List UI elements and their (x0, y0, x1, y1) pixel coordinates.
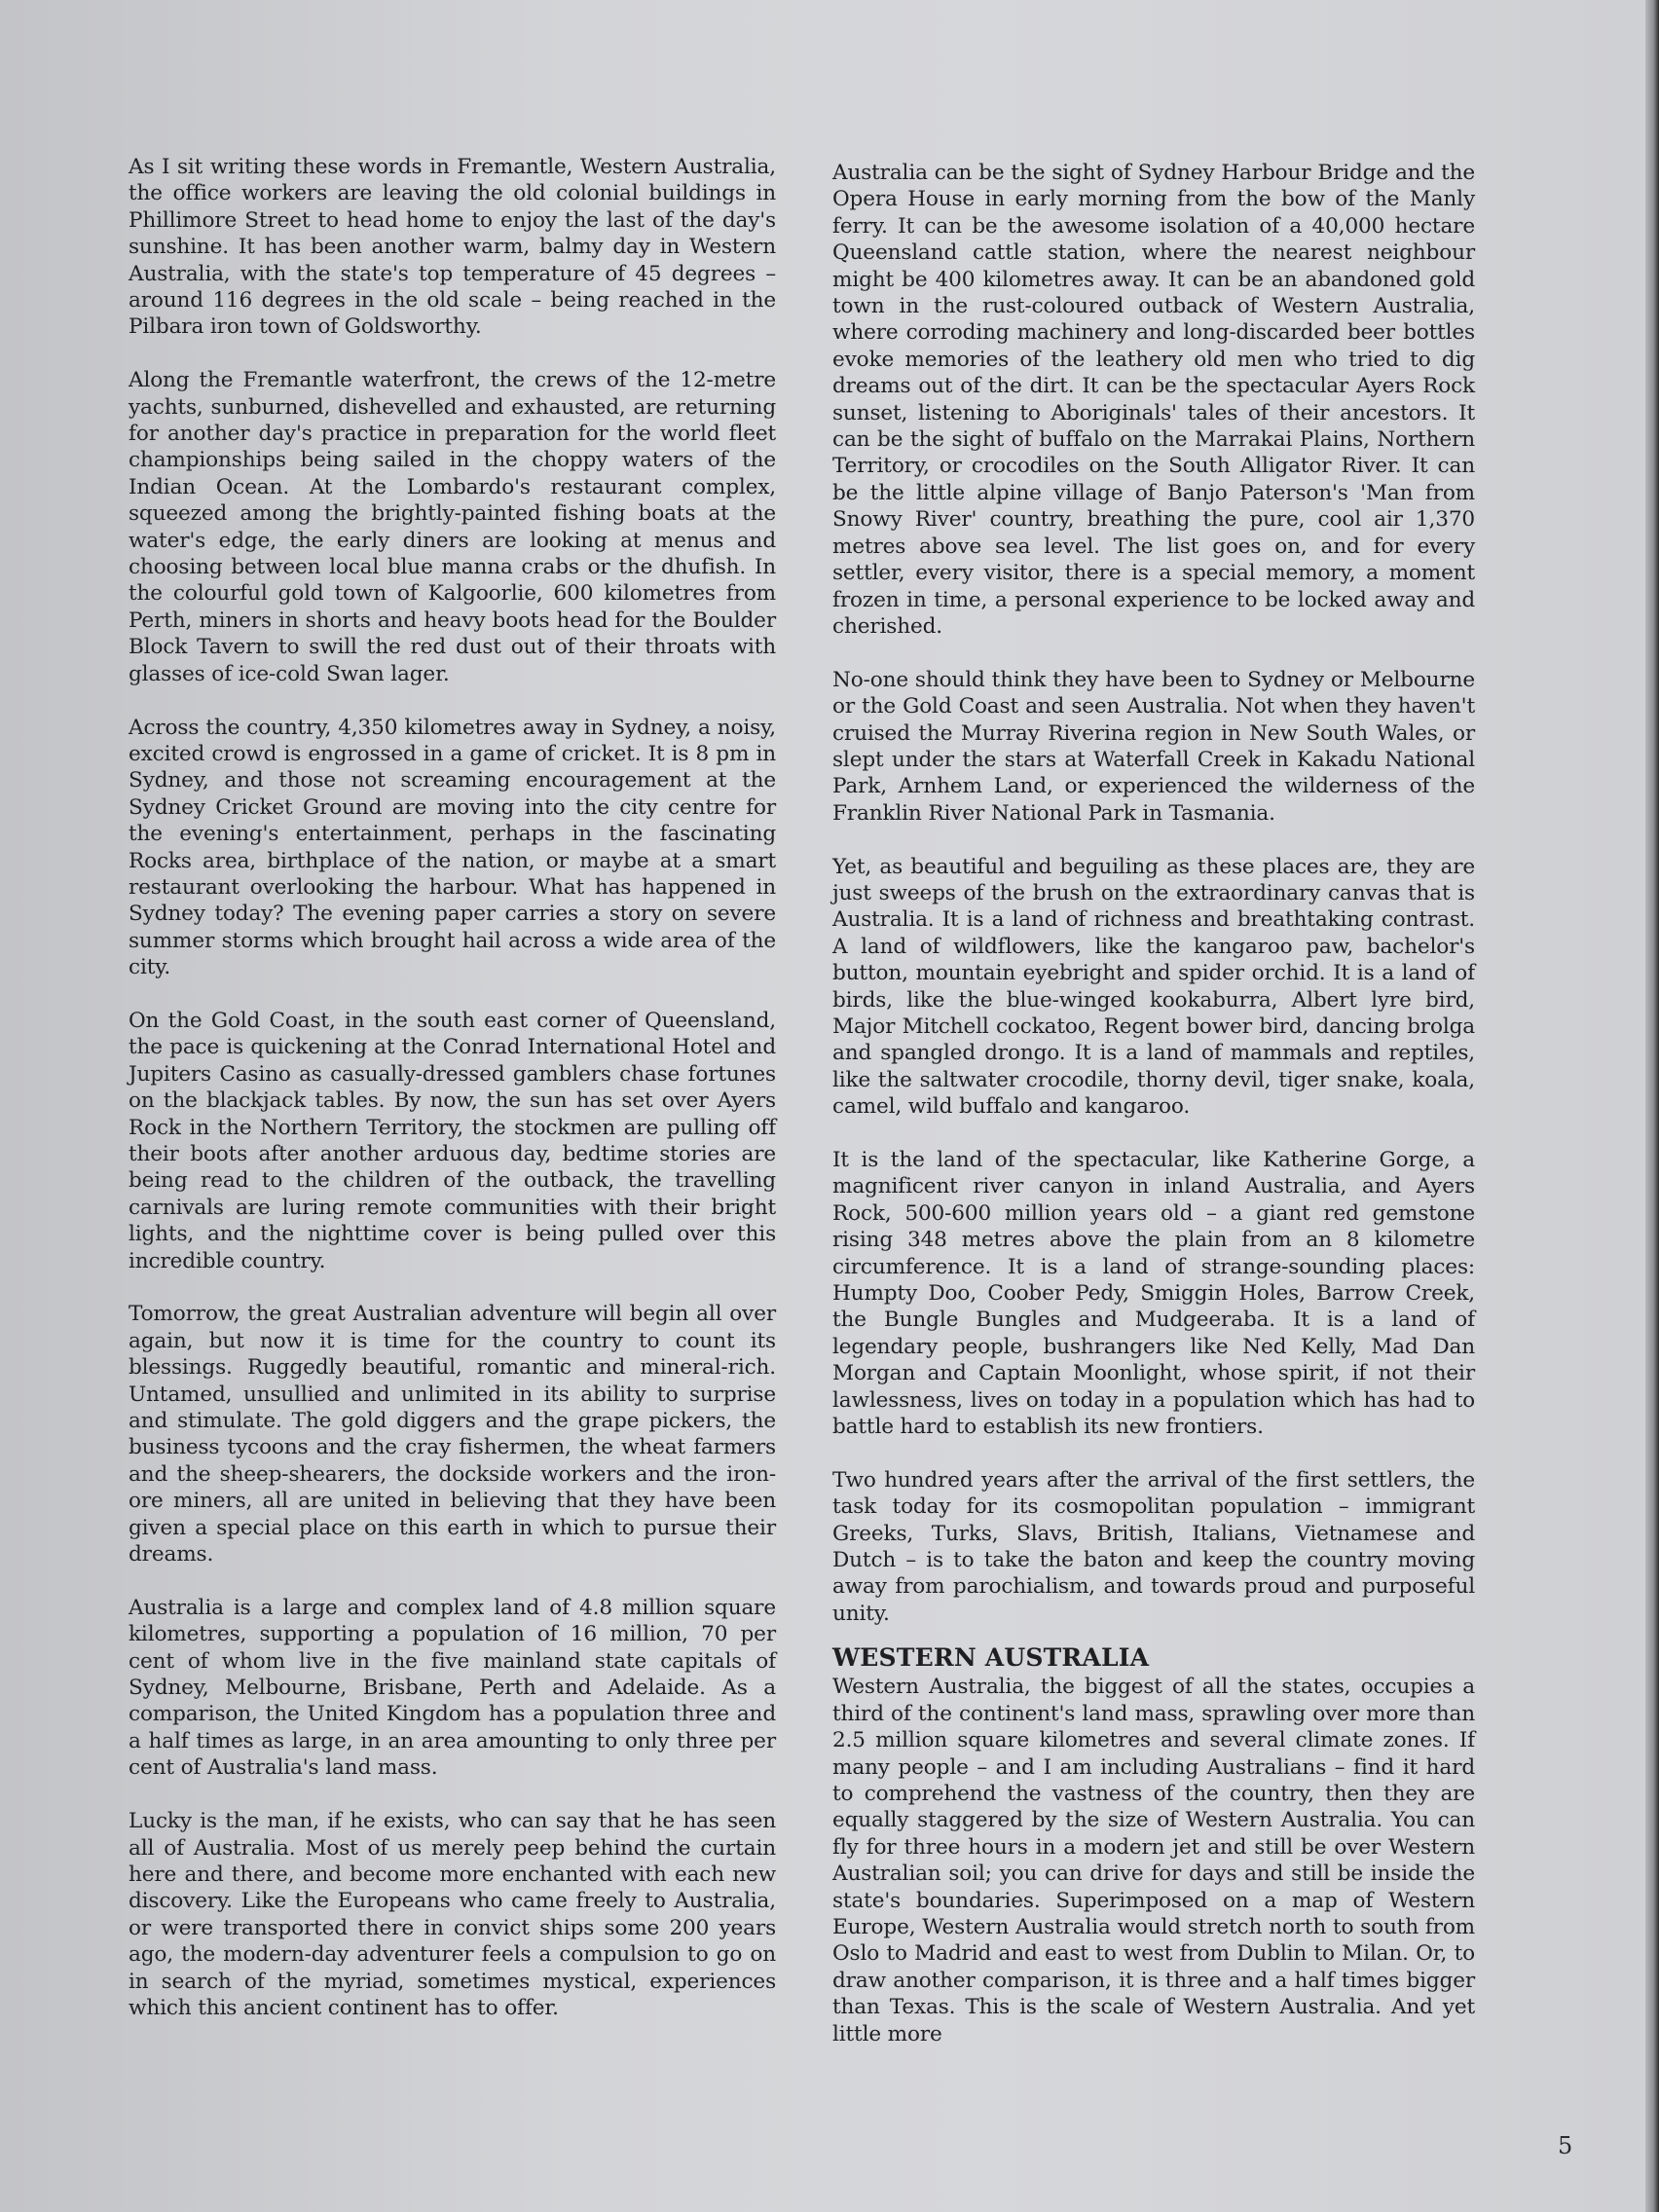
paragraph: Lucky is the man, if he exists, who can say that he has seen all of Australia. Most of us merely peep behind the curtain here and there, and become more enchanted with each new discovery. Like the Europeans who came freely to Australia, or were transported there in convict ships some 200 years ago, the modern-day adventurer feels a compulsion to go on in search of the myriad, sometimes mystical, experiences which this ancient continent has to offer. (129, 1809, 776, 2020)
paragraph: On the Gold Coast, in the south east corner of Queensland, the pace is quickening at the Conrad International Hotel and Jupiters Casino as casually-dressed gamblers chase fortunes on the blackjack tables. By now, the sun has set over Ayers Rock in the Northern Territory, the stockmen are pulling off their boots after another arduous day, bedtime stories are being read to the children of the outback, the travelling carnivals are luring remote communities with their bright lights, and the nighttime cover is being pulled over this incredible country. (129, 1008, 776, 1273)
paragraph: Tomorrow, the great Australian adventure will begin all over again, but now it is time for the country to count its blessings. Ruggedly beautiful, romantic and mineral-rich. Untamed, unsullied and unlimited in its ability to surprise and stimulate. The gold diggers and the grape pickers, the business tycoons and the cray fishermen, the wheat farmers and the sheep-shearers, the dockside workers and the iron-ore miners, all are united in believing that they have been given a special place on this earth in which to pursue their dreams. (129, 1302, 776, 1567)
paragraph: Across the country, 4,350 kilometres away in Sydney, a noisy, excited crowd is engrossed in a game of cricket. It is 8 pm in Sydney, and those not screaming encouragement at the Sydney Cricket Ground are moving into the city centre for the evening's entertainment, perhaps in the fascinating Rocks area, birthplace of the nation, or maybe at a smart restaurant overlooking the harbour. What has happened in Sydney today? The evening paper carries a story on severe summer storms which brought hail across a wide area of the city. (129, 715, 776, 980)
paragraph: Along the Fremantle waterfront, the crews of the 12-metre yachts, sunburned, dishevelled and exhausted, are returning for another day's practice in preparation for the world fleet championships being sailed in the choppy waters of the Indian Ocean. At the Lombardo's restaurant complex, squeezed among the brightly-painted fishing boats at the water's edge, the early diners are looking at menus and choosing between local blue manna crabs or the dhufish. In the colourful gold town of Kalgoorlie, 600 kilometres from Perth, miners in shorts and heavy boots head for the Boulder Block Tavern to swill the red dust out of their throats with glasses of ice-cold Swan lager. (129, 368, 776, 686)
paragraph: Two hundred years after the arrival of the first settlers, the task today for its cosmopolitan population – immigrant Greeks, Turks, Slavs, British, Italians, Vietnamese and Dutch – is to take the baton and keep the country moving away from parochialism, and towards proud and purposeful unity. (832, 1467, 1475, 1626)
paragraph: As I sit writing these words in Fremantle, Western Australia, the office workers are leaving the old colonial buildings in Phillimore Street to head home to enjoy the last of the day's sunshine. It has been another warm, balmy day in Western Australia, with the state's top temperature of 45 degrees – around 116 degrees in the old scale – being reached in the Pilbara iron town of Goldsworthy. (129, 155, 776, 340)
section-paragraph: Western Australia, the biggest of all the states, occupies a third of the continent's land mass, sprawling over more than 2.5 million square kilometres and several climate zones. If many people – and I am including Australians – find it hard to comprehend the vastness of the country, then they are equally staggered by the size of Western Australia. You can fly for three hours in a modern jet and still be over Western Australian soil; you can drive for days and still be inside the state's boundaries. Superimposed on a map of Western Europe, Western Australia would stretch north to south from Oslo to Madrid and east to west from Dublin to Milan. Or, to draw another comparison, it is three and a half times bigger than Texas. This is the scale of Western Australia. And yet little more (832, 1675, 1475, 2046)
page-edge-shadow (1645, 0, 1659, 2212)
paragraph: It is the land of the spectacular, like Katherine Gorge, a magnificent river canyon in inland Australia, and Ayers Rock, 500-600 million years old – a giant red gemstone rising 348 metres above the plain from an 8 kilometre circumference. It is a land of strange-sounding places: Humpty Doo, Coober Pedy, Smiggin Holes, Barrow Creek, the Bungle Bungles and Mudgeeraba. It is a land of legendary people, bushrangers like Ned Kelly, Mad Dan Morgan and Captain Moonlight, whose spirit, if not their lawlessness, lives on today in a population which has had to battle hard to establish its new frontiers. (832, 1147, 1475, 1440)
paragraph: Australia can be the sight of Sydney Harbour Bridge and the Opera House in early morning from the bow of the Manly ferry. It can be the awesome isolation of a 40,000 hectare Queensland cattle station, where the nearest neighbour might be 400 kilometres away. It can be an abandoned gold town in the rust-coloured outback of Western Australia, where corroding machinery and long-discarded beer bottles evoke memories of the leathery old men who tried to dig dreams out of the dirt. It can be the spectacular Ayers Rock sunset, listening to Aboriginals' tales of their ancestors. It can be the sight of buffalo on the Marrakai Plains, Northern Territory, or crocodiles on the South Alligator River. It can be the little alpine village of Banjo Paterson's 'Man from Snowy River' country, breathing the pure, cool air 1,370 metres above sea level. The list goes on, and for every settler, every visitor, there is a special memory, a moment frozen in time, a personal experience to be locked away and cherished. (832, 161, 1475, 639)
page-number: 5 (1558, 2132, 1573, 2159)
paragraph: No-one should think they have been to Sydney or Melbourne or the Gold Coast and seen Australia. Not when they haven't cruised the Murray Riverina region in New South Wales, or slept under the stars at Waterfall Creek in Kakadu National Park, Arnhem Land, or experienced the wilderness of the Franklin River National Park in Tasmania. (832, 667, 1475, 826)
left-text-column (129, 154, 776, 2048)
paragraph: Yet, as beautiful and beguiling as these places are, they are just sweeps of the brush on the extraordinary canvas that is Australia. It is a land of richness and breathtaking contrast. A land of wildflowers, like the kangaroo paw, bachelor's button, mountain eyebright and spider orchid. It is a land of birds, like the blue-winged kookaburra, Albert lyre bird, Major Mitchell cockatoo, Regent bower bird, dancing brolga and spangled drongo. It is a land of mammals and reptiles, like the saltwater crocodile, thorny devil, tiger snake, koala, camel, wild buffalo and kangaroo. (832, 854, 1475, 1120)
paragraph: Australia is a large and complex land of 4.8 million square kilometres, supporting a population of 16 million, 70 per cent of whom live in the five mainland state capitals of Sydney, Melbourne, Brisbane, Perth and Adelaide. As a comparison, the United Kingdom has a population three and a half times as large, in an area amounting to only three per cent of Australia's land mass. (129, 1595, 776, 1781)
section-heading: WESTERN AUSTRALIA (832, 1643, 1150, 1673)
right-text-column (832, 160, 1475, 2074)
